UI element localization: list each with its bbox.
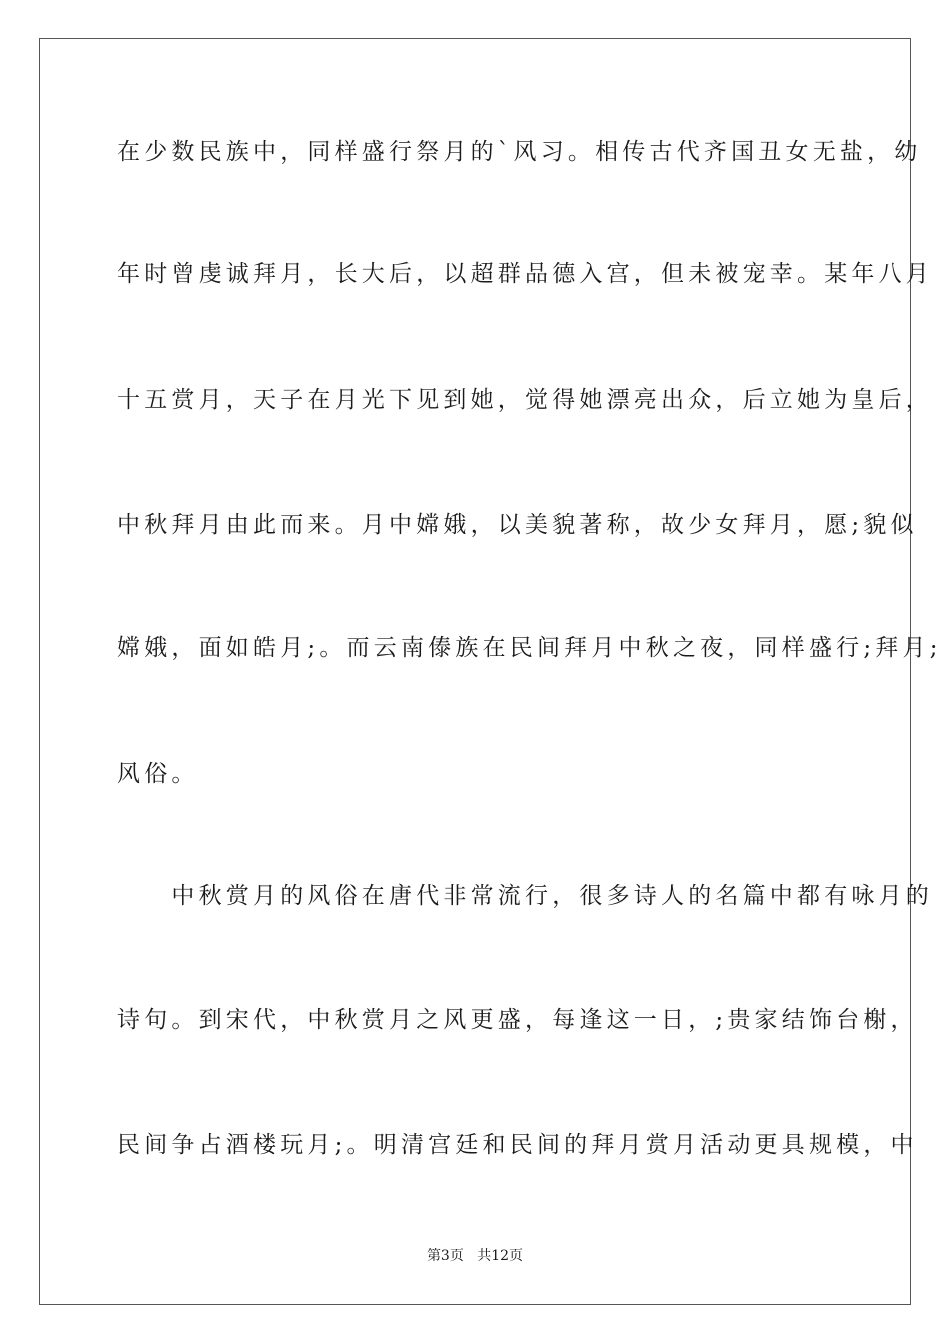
text-line-2: 年时曾虔诚拜月，长大后，以超群品德入宫，但未被宠幸。某年八月: [117, 261, 933, 287]
text-line-6: 风俗。: [117, 761, 199, 787]
page-border: [39, 38, 911, 1305]
text-line-9: 民间争占酒楼玩月;。明清宫廷和民间的拜月赏月活动更具规模，中: [117, 1132, 918, 1158]
text-line-4: 中秋拜月由此而来。月中嫦娥，以美貌著称，故少女拜月，愿;貌似: [117, 512, 918, 538]
text-line-3: 十五赏月，天子在月光下见到她，觉得她漂亮出众，后立她为皇后，: [117, 387, 933, 413]
text-line-7: 中秋赏月的风俗在唐代非常流行，很多诗人的名篇中都有咏月的: [117, 883, 933, 909]
page-footer: [0, 1247, 950, 1265]
text-line-1: 在少数民族中，同样盛行祭月的`风习。相传古代齐国丑女无盐，幼: [117, 139, 922, 165]
page-total: 共12页: [477, 1248, 524, 1264]
text-line-8: 诗句。到宋代，中秋赏月之风更盛，每逢这一日，;贵家结饰台榭，: [117, 1007, 918, 1033]
page-number: 第3页: [426, 1248, 464, 1264]
text-line-5: 嫦娥，面如皓月;。而云南傣族在民间拜月中秋之夜，同样盛行;拜月;: [117, 635, 942, 661]
